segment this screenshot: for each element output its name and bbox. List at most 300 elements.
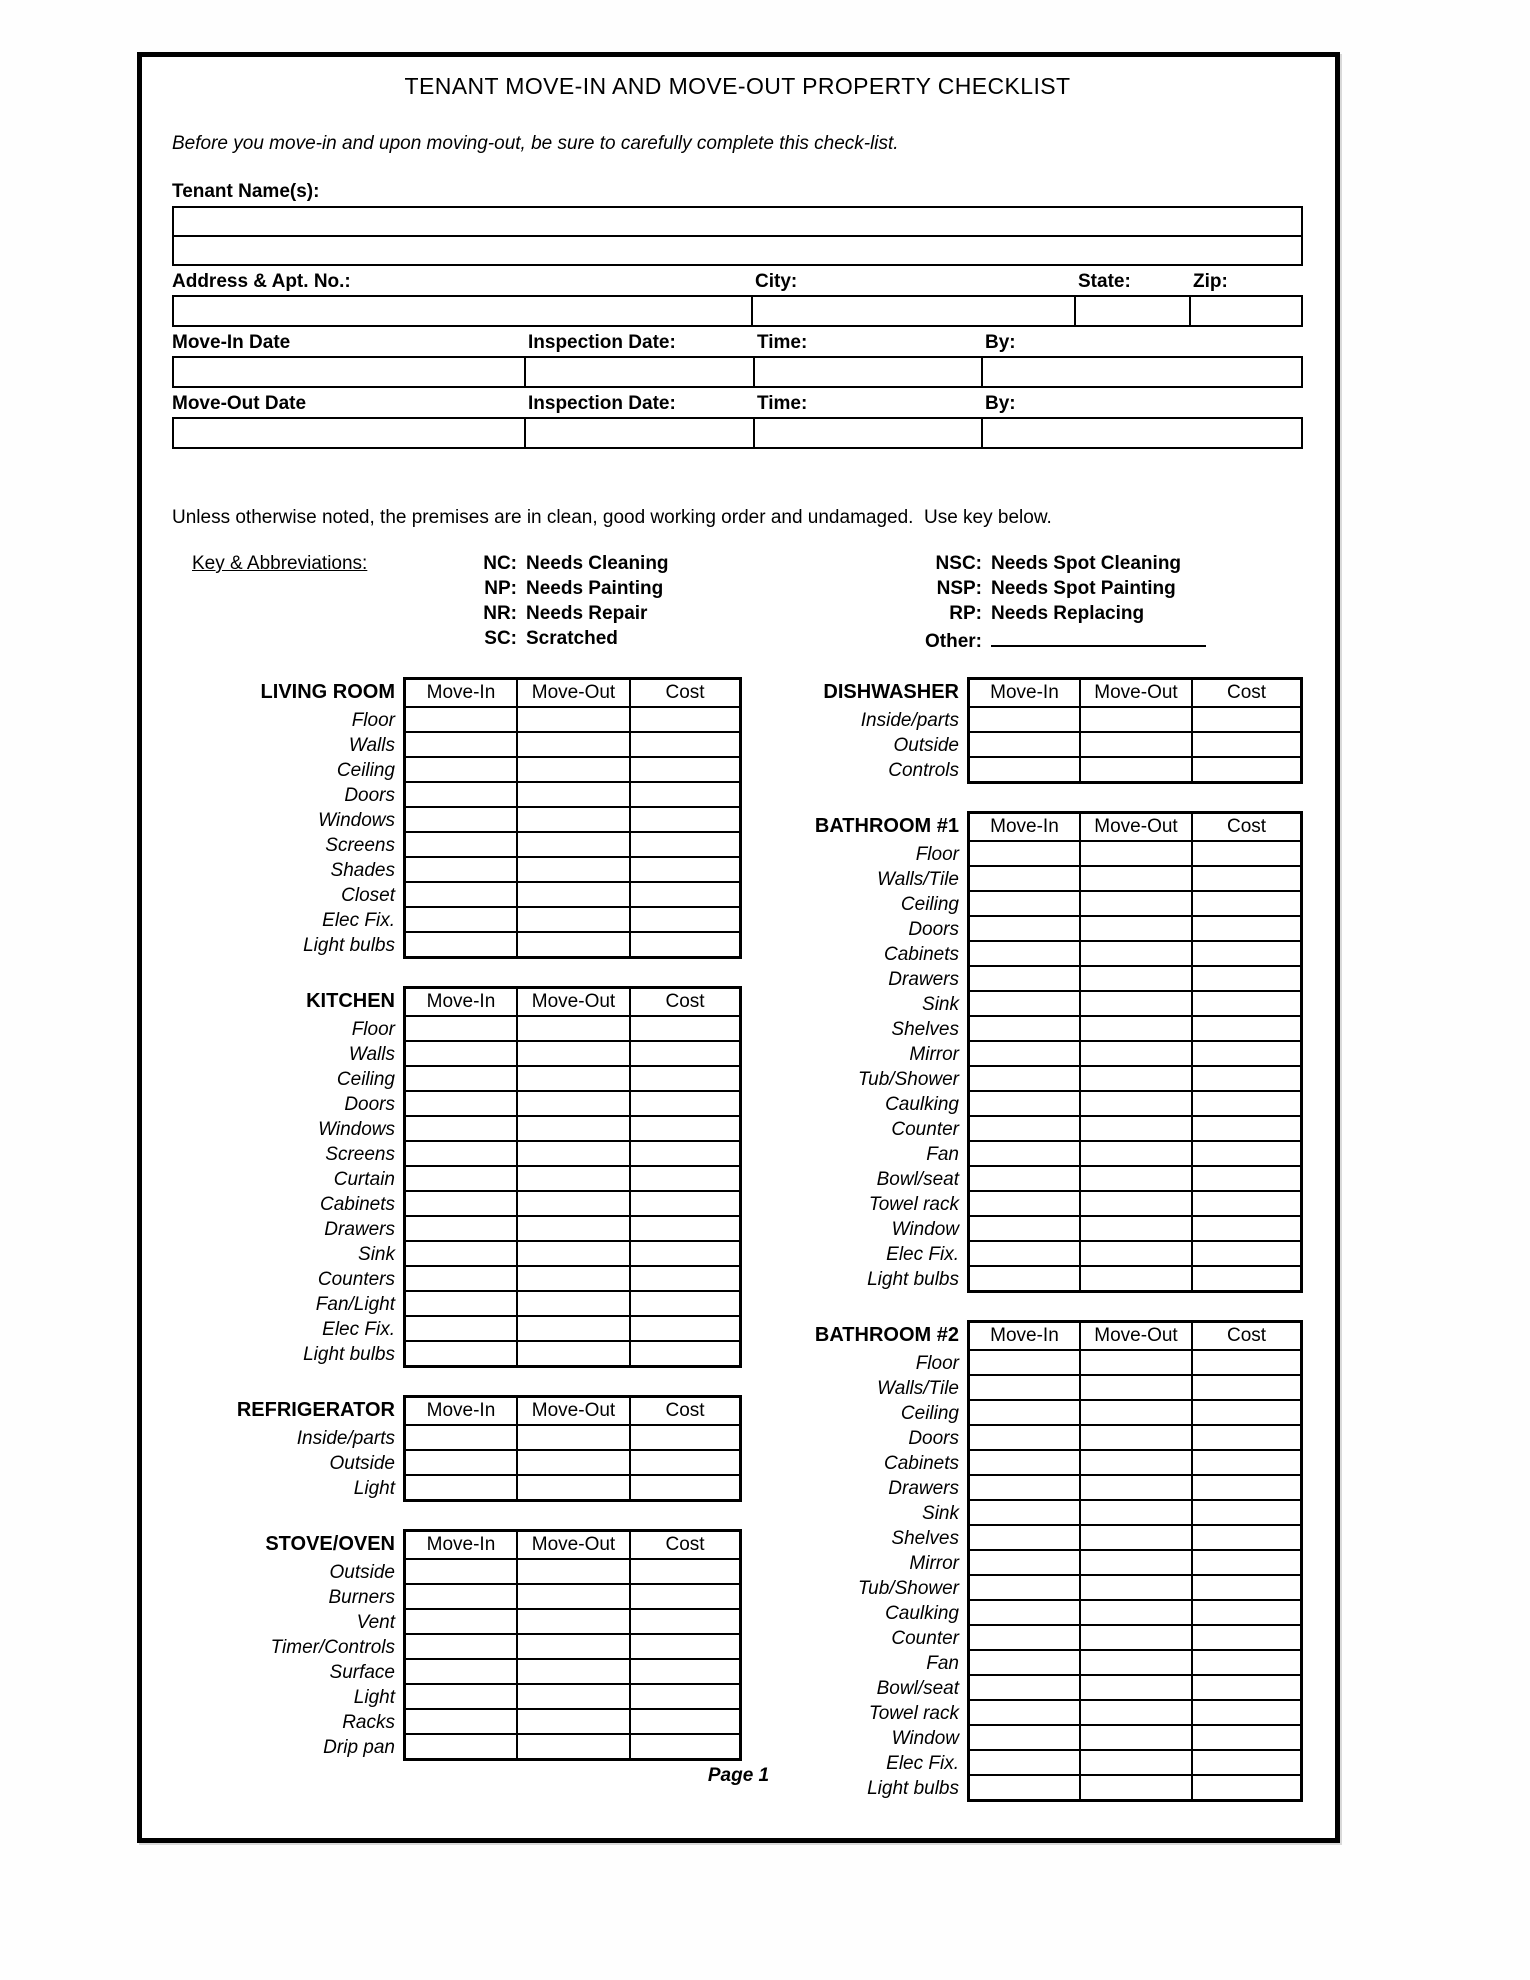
cell-cost-outside[interactable] [1191,733,1300,756]
row-label-controls: Controls [888,760,959,781]
cell-move-in-mirror[interactable] [970,1551,1079,1574]
move-in-inspection-date-label: Inspection Date: [528,332,676,353]
cell-cost-cabinets[interactable] [1191,1451,1300,1474]
cell-move-out-shades[interactable] [516,858,629,881]
cell-move-out-tub-shower[interactable] [1079,1067,1191,1090]
cell-move-out-ceiling[interactable] [516,758,629,781]
cell-cost-light[interactable] [629,1685,739,1708]
cell-move-in-tub-shower[interactable] [970,1576,1079,1599]
cell-cost-towel-rack[interactable] [1191,1192,1300,1215]
cell-move-in-burners[interactable] [406,1585,516,1608]
cell-move-out-floor[interactable] [1079,842,1191,865]
table-header-row [406,1398,739,1424]
cell-cost-floor[interactable] [629,1017,739,1040]
cell-move-in-outside[interactable] [970,733,1079,756]
cell-cost-ceiling[interactable] [1191,1401,1300,1424]
row-label-bowl-seat: Bowl/seat [876,1678,959,1699]
cell-move-out-burners[interactable] [516,1585,629,1608]
key-entry [172,576,1206,601]
cell-move-out-window[interactable] [1079,1726,1191,1749]
cell-cost-floor[interactable] [629,708,739,731]
move-in-date-input[interactable] [174,358,524,386]
cell-move-out-cabinets[interactable] [516,1192,629,1215]
cell-move-in-bowl-seat[interactable] [970,1676,1079,1699]
move-out-inspection-date-label: Inspection Date: [528,393,676,414]
row-label-doors: Doors [344,1094,395,1115]
section-living-room [172,677,742,959]
cell-move-out-ceiling[interactable] [1079,892,1191,915]
key-other-label: Other: [925,631,982,652]
table-row-towel-rack [970,1190,1300,1215]
cell-cost-light-bulbs[interactable] [1191,1267,1300,1290]
cell-move-out-curtain[interactable] [516,1167,629,1190]
cell-move-out-drawers[interactable] [516,1217,629,1240]
cell-move-in-drip-pan[interactable] [406,1735,516,1758]
address-labels-row [172,271,1303,295]
checklist-left-column [172,677,742,1829]
cell-move-out-light[interactable] [516,1685,629,1708]
row-label-tub-shower: Tub/Shower [857,1578,959,1599]
cell-move-out-doors[interactable] [1079,917,1191,940]
cell-cost-surface[interactable] [629,1660,739,1683]
cell-move-in-caulking[interactable] [970,1601,1079,1624]
cell-move-out-counters[interactable] [516,1267,629,1290]
section-title-stove-oven: STOVE/OVEN [265,1533,395,1555]
cell-move-in-drawers[interactable] [970,967,1079,990]
move-in-labels-row [172,332,1303,356]
section-labels [782,677,967,784]
cell-move-in-windows[interactable] [406,808,516,831]
move-out-time-input[interactable] [753,419,981,447]
table-row-surface [406,1658,739,1683]
cell-move-in-floor[interactable] [970,842,1079,865]
cell-move-out-doors[interactable] [1079,1426,1191,1449]
cell-move-in-closet[interactable] [406,883,516,906]
cell-move-in-cabinets[interactable] [406,1192,516,1215]
cell-move-out-screens[interactable] [516,1142,629,1165]
cell-move-in-vent[interactable] [406,1610,516,1633]
table-row-doors [406,781,739,806]
cell-move-out-cabinets[interactable] [1079,1451,1191,1474]
row-label-closet: Closet [341,885,395,906]
table-row-counter [970,1624,1300,1649]
cell-move-in-fan[interactable] [970,1142,1079,1165]
cell-cost-mirror[interactable] [1191,1042,1300,1065]
key-entry-other [172,626,1206,654]
cell-cost-burners[interactable] [629,1585,739,1608]
cell-move-out-sink[interactable] [516,1242,629,1265]
cell-move-in-fan-light[interactable] [406,1292,516,1315]
key-abbr: NSP: [936,578,982,599]
cell-move-out-outside[interactable] [1079,733,1191,756]
cell-move-out-counter[interactable] [1079,1117,1191,1140]
cell-move-in-walls[interactable] [406,1042,516,1065]
cell-cost-light-bulbs[interactable] [629,1342,739,1365]
column-header-cost: Cost [1191,814,1300,840]
cell-cost-cabinets[interactable] [1191,942,1300,965]
cell-cost-light[interactable] [629,1476,739,1499]
cell-cost-walls[interactable] [629,733,739,756]
cell-move-in-caulking[interactable] [970,1092,1079,1115]
section-table [403,1529,742,1761]
cell-move-in-light-bulbs[interactable] [970,1267,1079,1290]
cell-move-out-inside-parts[interactable] [516,1426,629,1449]
cell-move-out-racks[interactable] [516,1710,629,1733]
cell-move-in-inside-parts[interactable] [406,1426,516,1449]
cell-cost-drawers[interactable] [1191,967,1300,990]
cell-move-in-outside[interactable] [406,1451,516,1474]
section-stove-oven [172,1529,742,1761]
cell-move-out-caulking[interactable] [1079,1601,1191,1624]
cell-move-in-mirror[interactable] [970,1042,1079,1065]
move-out-date-input[interactable] [174,419,524,447]
cell-move-out-light-bulbs[interactable] [516,1342,629,1365]
cell-move-out-mirror[interactable] [1079,1042,1191,1065]
table-row-curtain [406,1165,739,1190]
cell-move-in-screens[interactable] [406,1142,516,1165]
cell-move-out-shelves[interactable] [1079,1017,1191,1040]
row-label-counter: Counter [891,1119,959,1140]
cell-move-in-walls-tile[interactable] [970,1376,1079,1399]
cell-move-in-inside-parts[interactable] [970,708,1079,731]
cell-move-in-shelves[interactable] [970,1017,1079,1040]
row-label-outside: Outside [329,1562,395,1583]
move-in-inputs-row [172,356,1303,388]
cell-cost-fan[interactable] [1191,1651,1300,1674]
cell-move-out-surface[interactable] [516,1660,629,1683]
cell-move-in-elec-fix[interactable] [970,1242,1079,1265]
cell-move-out-vent[interactable] [516,1610,629,1633]
cell-cost-outside[interactable] [629,1560,739,1583]
cell-cost-window[interactable] [1191,1726,1300,1749]
cell-cost-light-bulbs[interactable] [629,933,739,956]
table-row-light-bulbs [406,931,739,956]
move-in-time-input[interactable] [753,358,981,386]
cell-move-out-fan[interactable] [1079,1142,1191,1165]
cell-cost-shelves[interactable] [1191,1017,1300,1040]
cell-move-out-ceiling[interactable] [1079,1401,1191,1424]
move-in-date-label: Move-In Date [172,332,291,353]
row-label-vent: Vent [356,1612,395,1633]
zip-label: Zip: [1193,271,1228,292]
section-title-bathroom-2: BATHROOM #2 [814,1324,959,1346]
cell-cost-walls-tile[interactable] [1191,867,1300,890]
cell-move-out-mirror[interactable] [1079,1551,1191,1574]
cell-cost-caulking[interactable] [1191,1601,1300,1624]
tenant-names-label: Tenant Name(s): [172,181,320,202]
cell-move-in-floor[interactable] [970,1351,1079,1374]
section-table [967,1320,1303,1802]
cell-cost-drip-pan[interactable] [629,1735,739,1758]
cell-cost-curtain[interactable] [629,1167,739,1190]
cell-move-out-outside[interactable] [516,1560,629,1583]
cell-move-in-towel-rack[interactable] [970,1701,1079,1724]
cell-cost-drawers[interactable] [629,1217,739,1240]
table-row-towel-rack [970,1699,1300,1724]
cell-move-in-shelves[interactable] [970,1526,1079,1549]
cell-move-in-sink[interactable] [406,1242,516,1265]
key-abbr: NP: [484,578,517,599]
cell-move-in-window[interactable] [970,1726,1079,1749]
key-abbreviations-block [172,551,1303,651]
cell-cost-elec-fix[interactable] [1191,1242,1300,1265]
tenant-name-input-line-2[interactable] [174,235,1301,264]
cell-cost-vent[interactable] [629,1610,739,1633]
cell-move-in-floor[interactable] [406,708,516,731]
key-other-blank-input[interactable] [991,626,1206,647]
cell-move-out-doors[interactable] [516,783,629,806]
cell-move-out-walls-tile[interactable] [1079,867,1191,890]
cell-move-out-towel-rack[interactable] [1079,1192,1191,1215]
cell-move-in-walls-tile[interactable] [970,867,1079,890]
cell-cost-bowl-seat[interactable] [1191,1676,1300,1699]
cell-move-in-light[interactable] [406,1476,516,1499]
cell-cost-counter[interactable] [1191,1626,1300,1649]
cell-move-out-window[interactable] [1079,1217,1191,1240]
cell-move-out-counter[interactable] [1079,1626,1191,1649]
cell-move-out-light-bulbs[interactable] [1079,1267,1191,1290]
cell-cost-sink[interactable] [629,1242,739,1265]
cell-move-out-sink[interactable] [1079,992,1191,1015]
column-header-move-in: Move-In [426,1400,496,1421]
cell-cost-closet[interactable] [629,883,739,906]
key-meaning: Needs Spot Painting [991,578,1176,599]
cell-move-out-elec-fix[interactable] [516,908,629,931]
page-title: TENANT MOVE-IN AND MOVE-OUT PROPERTY CHECKLIST [404,73,1071,99]
move-in-by-input[interactable] [981,358,1301,386]
cell-move-out-drip-pan[interactable] [516,1735,629,1758]
cell-move-in-light-bulbs[interactable] [406,933,516,956]
cell-move-out-bowl-seat[interactable] [1079,1676,1191,1699]
cell-move-out-caulking[interactable] [1079,1092,1191,1115]
cell-move-in-cabinets[interactable] [970,942,1079,965]
city-input[interactable] [751,297,1074,325]
cell-cost-ceiling[interactable] [1191,892,1300,915]
row-label-inside-parts: Inside/parts [296,1428,395,1449]
cell-move-in-ceiling[interactable] [970,892,1079,915]
cell-move-out-timer-controls[interactable] [516,1635,629,1658]
cell-cost-fan-light[interactable] [629,1292,739,1315]
cell-move-out-bowl-seat[interactable] [1079,1167,1191,1190]
cell-cost-window[interactable] [1191,1217,1300,1240]
cell-cost-windows[interactable] [629,808,739,831]
cell-move-in-window[interactable] [970,1217,1079,1240]
cell-move-in-elec-fix[interactable] [406,1317,516,1340]
cell-cost-elec-fix[interactable] [629,1317,739,1340]
cell-cost-walls-tile[interactable] [1191,1376,1300,1399]
cell-cost-elec-fix[interactable] [629,908,739,931]
state-input[interactable] [1074,297,1189,325]
cell-move-out-walls[interactable] [516,1042,629,1065]
cell-cost-walls[interactable] [629,1042,739,1065]
cell-move-in-doors[interactable] [970,917,1079,940]
cell-move-out-windows[interactable] [516,1117,629,1140]
cell-cost-ceiling[interactable] [629,1067,739,1090]
cell-move-in-tub-shower[interactable] [970,1067,1079,1090]
cell-cost-towel-rack[interactable] [1191,1701,1300,1724]
cell-move-out-floor[interactable] [516,708,629,731]
table-row-timer-controls [406,1633,739,1658]
cell-cost-shelves[interactable] [1191,1526,1300,1549]
checklist-area [172,677,1303,1829]
cell-move-in-cabinets[interactable] [970,1451,1079,1474]
cell-move-in-racks[interactable] [406,1710,516,1733]
cell-cost-doors[interactable] [629,783,739,806]
tenant-names-box [172,206,1303,266]
cell-move-out-tub-shower[interactable] [1079,1576,1191,1599]
cell-move-in-counter[interactable] [970,1117,1079,1140]
cell-move-in-light[interactable] [406,1685,516,1708]
cell-cost-caulking[interactable] [1191,1092,1300,1115]
cell-cost-cabinets[interactable] [629,1192,739,1215]
cell-move-in-light-bulbs[interactable] [406,1342,516,1365]
key-entry [172,601,1206,626]
cell-cost-screens[interactable] [629,1142,739,1165]
cell-move-in-fan[interactable] [970,1651,1079,1674]
address-input[interactable] [174,297,751,325]
move-out-inspection-date-input[interactable] [524,419,753,447]
cell-move-out-sink[interactable] [1079,1501,1191,1524]
cell-move-in-screens[interactable] [406,833,516,856]
table-row-doors [970,915,1300,940]
table-row-drip-pan [406,1733,739,1758]
cell-cost-doors[interactable] [1191,917,1300,940]
cell-move-out-screens[interactable] [516,833,629,856]
cell-cost-screens[interactable] [629,833,739,856]
cell-move-out-controls[interactable] [1079,758,1191,781]
cell-move-out-drawers[interactable] [1079,1476,1191,1499]
cell-move-in-elec-fix[interactable] [406,908,516,931]
cell-move-out-walls-tile[interactable] [1079,1376,1191,1399]
cell-cost-shades[interactable] [629,858,739,881]
table-row-sink [406,1240,739,1265]
row-label-bowl-seat: Bowl/seat [876,1169,959,1190]
cell-move-in-doors[interactable] [406,1092,516,1115]
cell-move-out-towel-rack[interactable] [1079,1701,1191,1724]
cell-move-in-doors[interactable] [970,1426,1079,1449]
cell-move-in-drawers[interactable] [406,1217,516,1240]
key-meaning: Needs Repair [526,603,648,624]
move-out-by-input[interactable] [981,419,1301,447]
cell-move-in-counter[interactable] [970,1626,1079,1649]
cell-cost-tub-shower[interactable] [1191,1067,1300,1090]
row-label-towel-rack: Towel rack [868,1194,959,1215]
cell-cost-doors[interactable] [629,1092,739,1115]
cell-cost-floor[interactable] [1191,1351,1300,1374]
cell-move-in-ceiling[interactable] [406,1067,516,1090]
cell-cost-inside-parts[interactable] [1191,708,1300,731]
zip-input[interactable] [1189,297,1301,325]
cell-cost-outside[interactable] [629,1451,739,1474]
cell-move-out-doors[interactable] [516,1092,629,1115]
tenant-name-input-line-1[interactable] [174,208,1301,235]
cell-cost-doors[interactable] [1191,1426,1300,1449]
cell-cost-floor[interactable] [1191,842,1300,865]
cell-move-out-shelves[interactable] [1079,1526,1191,1549]
cell-move-in-ceiling[interactable] [406,758,516,781]
cell-move-out-walls[interactable] [516,733,629,756]
cell-cost-racks[interactable] [629,1710,739,1733]
table-row-fan [970,1140,1300,1165]
cell-cost-inside-parts[interactable] [629,1426,739,1449]
cell-move-out-light-bulbs[interactable] [516,933,629,956]
cell-move-in-controls[interactable] [970,758,1079,781]
cell-cost-counter[interactable] [1191,1117,1300,1140]
row-label-sink: Sink [358,1244,395,1265]
table-row-burners [406,1583,739,1608]
cell-cost-tub-shower[interactable] [1191,1576,1300,1599]
cell-move-in-sink[interactable] [970,1501,1079,1524]
cell-move-in-walls[interactable] [406,733,516,756]
row-label-outside: Outside [329,1453,395,1474]
cell-move-in-windows[interactable] [406,1117,516,1140]
row-label-drawers: Drawers [888,969,959,990]
cell-move-out-outside[interactable] [516,1451,629,1474]
cell-move-out-windows[interactable] [516,808,629,831]
row-label-sink: Sink [922,1503,959,1524]
cell-move-out-elec-fix[interactable] [516,1317,629,1340]
cell-move-out-cabinets[interactable] [1079,942,1191,965]
cell-move-in-ceiling[interactable] [970,1401,1079,1424]
cell-cost-counters[interactable] [629,1267,739,1290]
cell-move-in-outside[interactable] [406,1560,516,1583]
cell-cost-sink[interactable] [1191,992,1300,1015]
row-label-light: Light [353,1478,395,1499]
cell-move-in-curtain[interactable] [406,1167,516,1190]
cell-move-out-light[interactable] [516,1476,629,1499]
cell-move-out-floor[interactable] [1079,1351,1191,1374]
cell-cost-timer-controls[interactable] [629,1635,739,1658]
cell-cost-controls[interactable] [1191,758,1300,781]
cell-cost-bowl-seat[interactable] [1191,1167,1300,1190]
cell-move-in-surface[interactable] [406,1660,516,1683]
cell-move-in-sink[interactable] [970,992,1079,1015]
cell-move-in-counters[interactable] [406,1267,516,1290]
cell-move-out-inside-parts[interactable] [1079,708,1191,731]
cell-move-in-doors[interactable] [406,783,516,806]
cell-cost-mirror[interactable] [1191,1551,1300,1574]
cell-move-out-fan-light[interactable] [516,1292,629,1315]
move-in-inspection-date-input[interactable] [524,358,753,386]
cell-move-out-ceiling[interactable] [516,1067,629,1090]
cell-cost-windows[interactable] [629,1117,739,1140]
table-header-row [406,989,739,1015]
cell-move-out-drawers[interactable] [1079,967,1191,990]
cell-cost-fan[interactable] [1191,1142,1300,1165]
cell-cost-sink[interactable] [1191,1501,1300,1524]
cell-move-out-floor[interactable] [516,1017,629,1040]
table-row-floor [406,706,739,731]
cell-move-out-closet[interactable] [516,883,629,906]
cell-move-in-floor[interactable] [406,1017,516,1040]
cell-cost-ceiling[interactable] [629,758,739,781]
table-header-row [406,680,739,706]
row-label-doors: Doors [344,785,395,806]
row-label-shelves: Shelves [891,1528,959,1549]
cell-move-in-timer-controls[interactable] [406,1635,516,1658]
cell-move-in-towel-rack[interactable] [970,1192,1079,1215]
row-label-ceiling: Ceiling [900,894,959,915]
table-row-fan-light [406,1290,739,1315]
section-labels [172,677,403,959]
cell-move-out-fan[interactable] [1079,1651,1191,1674]
cell-move-out-elec-fix[interactable] [1079,1242,1191,1265]
cell-move-in-shades[interactable] [406,858,516,881]
cell-move-in-drawers[interactable] [970,1476,1079,1499]
cell-cost-drawers[interactable] [1191,1476,1300,1499]
move-out-date-label: Move-Out Date [172,393,307,414]
cell-move-in-bowl-seat[interactable] [970,1167,1079,1190]
